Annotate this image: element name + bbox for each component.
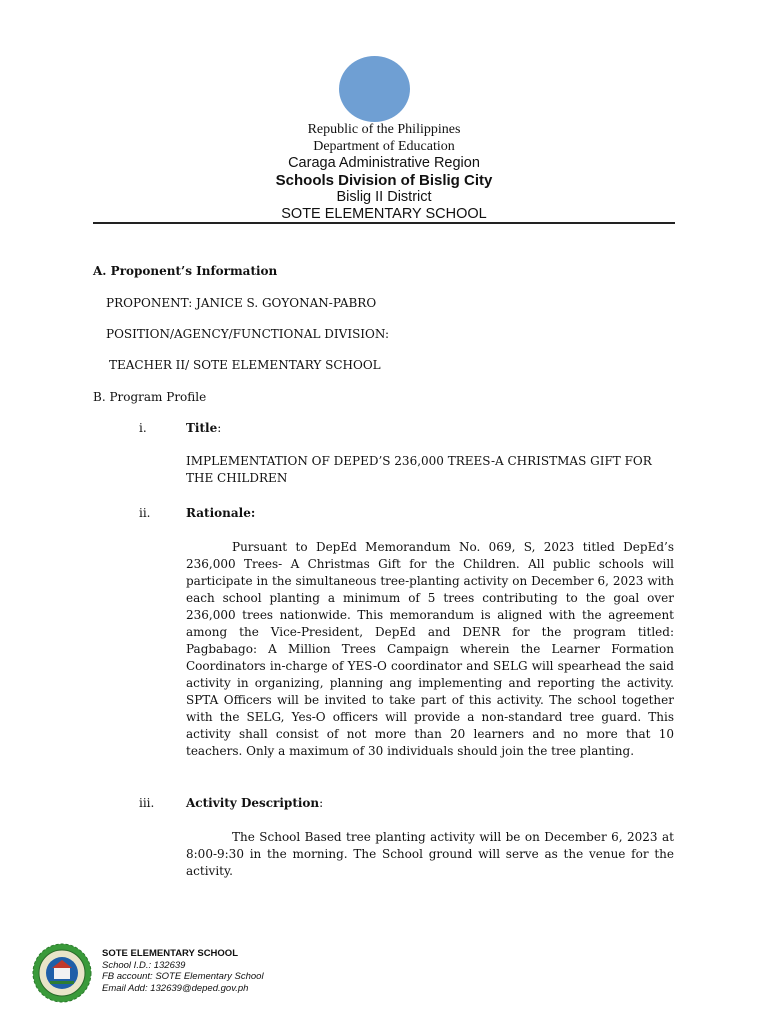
deped-seal-logo: [339, 56, 410, 122]
program-title-line1: IMPLEMENTATION OF DEPED’S 236,000 TREES-A CHRISTMAS GIFT FOR: [186, 454, 652, 468]
activity-label: Activity Description: [186, 796, 320, 810]
title-numeral: i.: [139, 421, 147, 435]
rationale-numeral: ii.: [139, 506, 151, 520]
title-heading: [186, 420, 221, 437]
header-district: Bislig II District: [336, 189, 432, 205]
activity-paragraph: The School Based tree planting activity will be on December 6, 2023 at 8:00-9:30 in the morning. The School ground will serve as the venue for the activity.: [186, 830, 674, 878]
footer-contact: [102, 948, 264, 994]
proponent-line: PROPONENT: JANICE S. GOYONAN-PABRO: [106, 296, 377, 310]
position-value: TEACHER II/ SOTE ELEMENTARY SCHOOL: [109, 358, 381, 372]
footer-email: Email Add: 132639@deped.gov.ph: [102, 982, 249, 994]
header-region: Caraga Administrative Region: [288, 155, 480, 171]
section-b-heading: B. Program Profile: [93, 390, 207, 404]
header-school: SOTE ELEMENTARY SCHOOL: [281, 206, 487, 222]
section-a-heading: A. Proponent’s Information: [93, 264, 278, 278]
footer-fb-account: FB account: SOTE Elementary School: [102, 971, 264, 982]
header-division: Schools Division of Bislig City: [275, 172, 493, 189]
activity-colon: :: [319, 796, 324, 810]
activity-numeral: iii.: [139, 796, 155, 810]
title-label: Title: [186, 421, 218, 435]
rationale-paragraph: Pursuant to DepEd Memorandum No. 069, S, 2023 titled DepEd’s 236,000 Trees- A Christmas Gift for the Children. All public schools will participate in the simultaneous tree-planting activity on December 6, 2023 with each school planting a minimum of 5 trees contributing to the goal over 236,000 trees nationwide. This memorandum is aligned with the agreement among the Vice-President, DepEd and DENR for the program titled: Pagbabago: A Million Trees Campaign wherein the Learner Formation Coordinators in-charge of YES-O coordinator and SELG will spearhead the said activity in organizing, planning ang implementing and reporting the activity. SPTA Officers will be invited to take part of this activity. The school together with the SELG, Yes-O officers will provide a non-standard tree guard. This activity shall consist of not more than 20 learners and no more that 10 teachers. Only a maximum of 30 individuals should join the tree planting.: [186, 540, 674, 758]
header-department: Department of Education: [313, 139, 455, 154]
activity-heading: [186, 795, 323, 812]
position-label: POSITION/AGENCY/FUNCTIONAL DIVISION:: [106, 327, 389, 341]
rationale-label: Rationale:: [186, 506, 256, 520]
school-seal-icon: [32, 943, 92, 1003]
letterhead: [0, 121, 768, 223]
header-divider: [93, 222, 675, 224]
footer-school-id: School I.D.: 132639: [102, 959, 186, 971]
title-colon: :: [217, 421, 222, 435]
footer-school-name: SOTE ELEMENTARY SCHOOL: [102, 948, 239, 959]
header-republic: Republic of the Philippines: [307, 122, 461, 137]
program-title-line2: THE CHILDREN: [186, 471, 288, 485]
